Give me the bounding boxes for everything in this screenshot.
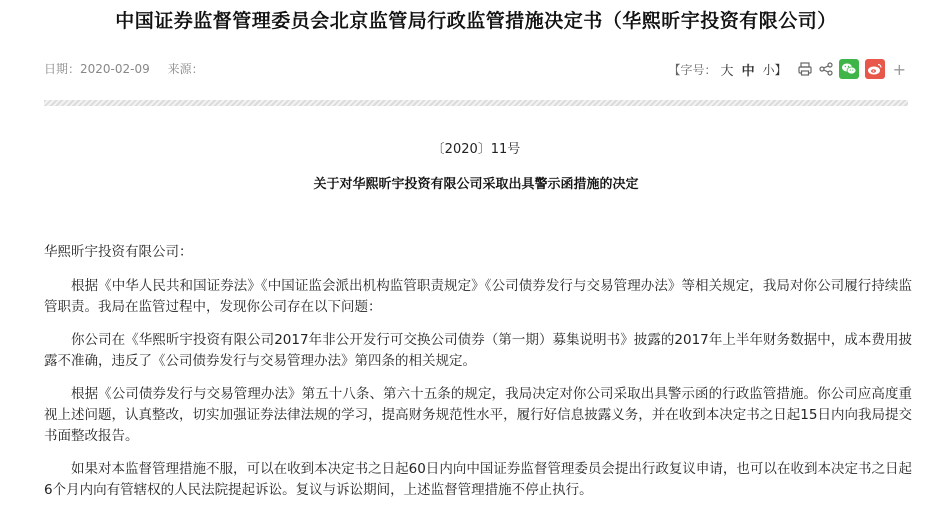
font-size-large-button[interactable]: 大 <box>720 63 734 79</box>
document-number: 〔2020〕11号 <box>431 142 521 157</box>
font-size-small-button[interactable]: 小】 <box>762 62 787 77</box>
weibo-share-icon[interactable] <box>865 59 885 79</box>
source-label: 来源： <box>167 62 204 76</box>
print-icon[interactable] <box>797 61 813 77</box>
document-body <box>44 242 912 513</box>
more-share-button[interactable]: + <box>892 59 906 79</box>
date-label: 日期：2020-02-09 <box>44 62 150 76</box>
font-size-medium-button[interactable]: 中 <box>741 63 755 79</box>
header-divider <box>44 100 908 106</box>
body-paragraph: 如果对本监督管理措施不服，可以在收到本决定书之日起60日内向中国证券监督管理委员会提出行政复议申请，也可以在收到本决定书之日起6个月内向有管辖权的人民法院提起诉讼。复议与诉讼期间，上述监督管理措施不停止执行。 <box>44 461 912 498</box>
body-paragraph: 你公司在《华熙昕宇投资有限公司2017年非公开发行可交换公司债券（第一期）募集说明书》披露的2017年上半年财务数据中，成本费用披露不准确，违反了《公司债券发行与交易管理办法》第四条的相关规定。 <box>44 332 912 369</box>
body-paragraph: 根据《中华人民共和国证券法》《中国证监会派出机构监管职责规定》《公司债券发行与交易管理办法》等相关规定，我局对你公司履行持续监管职责。我局在监管过程中，发现你公司存在以下问题： <box>44 278 912 315</box>
article-meta <box>44 60 218 77</box>
page-title: 中国证券监督管理委员会北京监管局行政监管措施决定书（华熙昕宇投资有限公司） <box>115 10 837 32</box>
article-toolbar <box>669 58 906 80</box>
share-icon[interactable] <box>819 62 833 76</box>
font-size-label: 【字号： <box>668 62 717 77</box>
document-subtitle: 关于对华熙昕宇投资有限公司采取出具警示函措施的决定 <box>313 177 639 192</box>
wechat-share-icon[interactable] <box>839 59 859 79</box>
body-paragraph: 根据《公司债券发行与交易管理办法》第五十八条、第六十五条的规定，我局决定对你公司采取出具警示函的行政监管措施。你公司应高度重视上述问题，认真整改，切实加强证券法律法规的学习，提高财务规范性水平，履行好信息披露义务，并在收到本决定书之日起15日内向我局提交书面整改报告。 <box>44 386 912 444</box>
addressee: 华熙昕宇投资有限公司： <box>44 244 193 260</box>
